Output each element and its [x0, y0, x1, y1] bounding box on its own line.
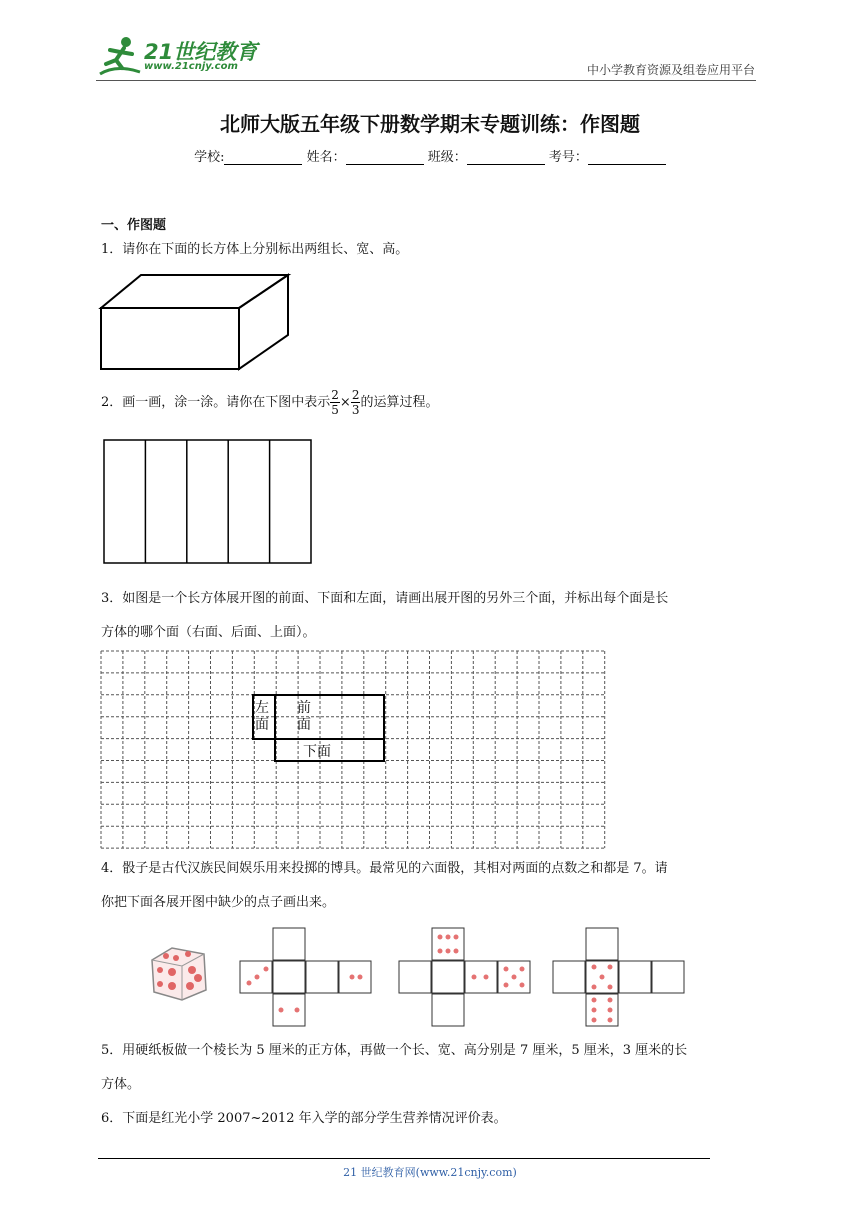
dotted-grid — [100, 650, 606, 850]
question-5-line-1: 5．用硬纸板做一个棱长为 5 厘米的正方体，再做一个长、宽、高分别是 7 厘米，5 厘米，3 厘米的长 — [101, 1043, 688, 1058]
question-2 — [101, 386, 438, 420]
section-heading: 一、作图题 — [101, 218, 167, 233]
question-4-line-2: 你把下面各展开图中缺少的点子画出来。 — [101, 895, 336, 910]
name-blank[interactable] — [346, 150, 424, 165]
question-6: 6．下面是红光小学 2007~2012 年入学的部分学生营养情况评价表。 — [101, 1111, 507, 1126]
question-3-line-2: 方体的哪个面（右面、后面、上面）。 — [101, 625, 316, 640]
fraction-rectangle — [103, 439, 313, 565]
dice-net-1 — [239, 927, 373, 1027]
label-left-face: 左 面 — [255, 700, 269, 733]
dice-net-2 — [398, 927, 532, 1027]
question-4-line-1: 4．骰子是古代汉族民间娱乐用来投掷的博具。最常见的六面骰，其相对两面的点数之和都是 7。请 — [101, 861, 668, 876]
student-info-row — [0, 146, 860, 165]
label-front-face: 前 面 — [297, 700, 311, 733]
logo-text: 21世纪教育 — [144, 40, 258, 64]
class-blank[interactable] — [467, 150, 545, 165]
fraction-2-3: $\frac{2}{3}$ — [351, 388, 360, 417]
question-2-text: 2．画一画，涂一涂。请你在下图中表示 — [101, 395, 331, 410]
header-platform-text: 中小学教育资源及组卷应用平台 — [586, 63, 755, 77]
header-divider — [96, 80, 756, 81]
question-3-line-1: 3．如图是一个长方体展开图的前面、下面和左面，请画出展开图的另外三个面，并标出每个面是长 — [101, 591, 669, 606]
question-1: 1．请你在下面的长方体上分别标出两组长、宽、高。 — [101, 242, 409, 257]
footer-text[interactable]: 21 世纪教育网(www.21cnjy.com) — [343, 1166, 517, 1179]
footer-divider — [98, 1158, 710, 1159]
page-title: 北师大版五年级下册数学期末专题训练：作图题 — [220, 112, 640, 136]
question-2-text-end: 的运算过程。 — [360, 395, 439, 410]
number-label: 考号： — [548, 150, 588, 165]
fraction-2-5: $\frac{2}{5}$ — [331, 388, 339, 417]
logo — [96, 34, 266, 78]
number-blank[interactable] — [588, 150, 666, 165]
name-label: 姓名： — [306, 150, 346, 165]
runner-logo-icon — [96, 34, 144, 78]
school-blank[interactable] — [224, 150, 302, 165]
logo-url: www.21cnjy.com — [144, 61, 238, 72]
cuboid-figure — [98, 272, 292, 374]
class-label: 班级： — [427, 150, 467, 165]
dice-icon — [146, 942, 212, 1004]
question-5-line-2: 方体。 — [101, 1077, 141, 1092]
school-label: 学校: — [194, 150, 225, 165]
times-sign: × — [339, 395, 351, 410]
label-bottom-face: 下面 — [303, 744, 331, 760]
dice-net-3 — [552, 927, 686, 1027]
